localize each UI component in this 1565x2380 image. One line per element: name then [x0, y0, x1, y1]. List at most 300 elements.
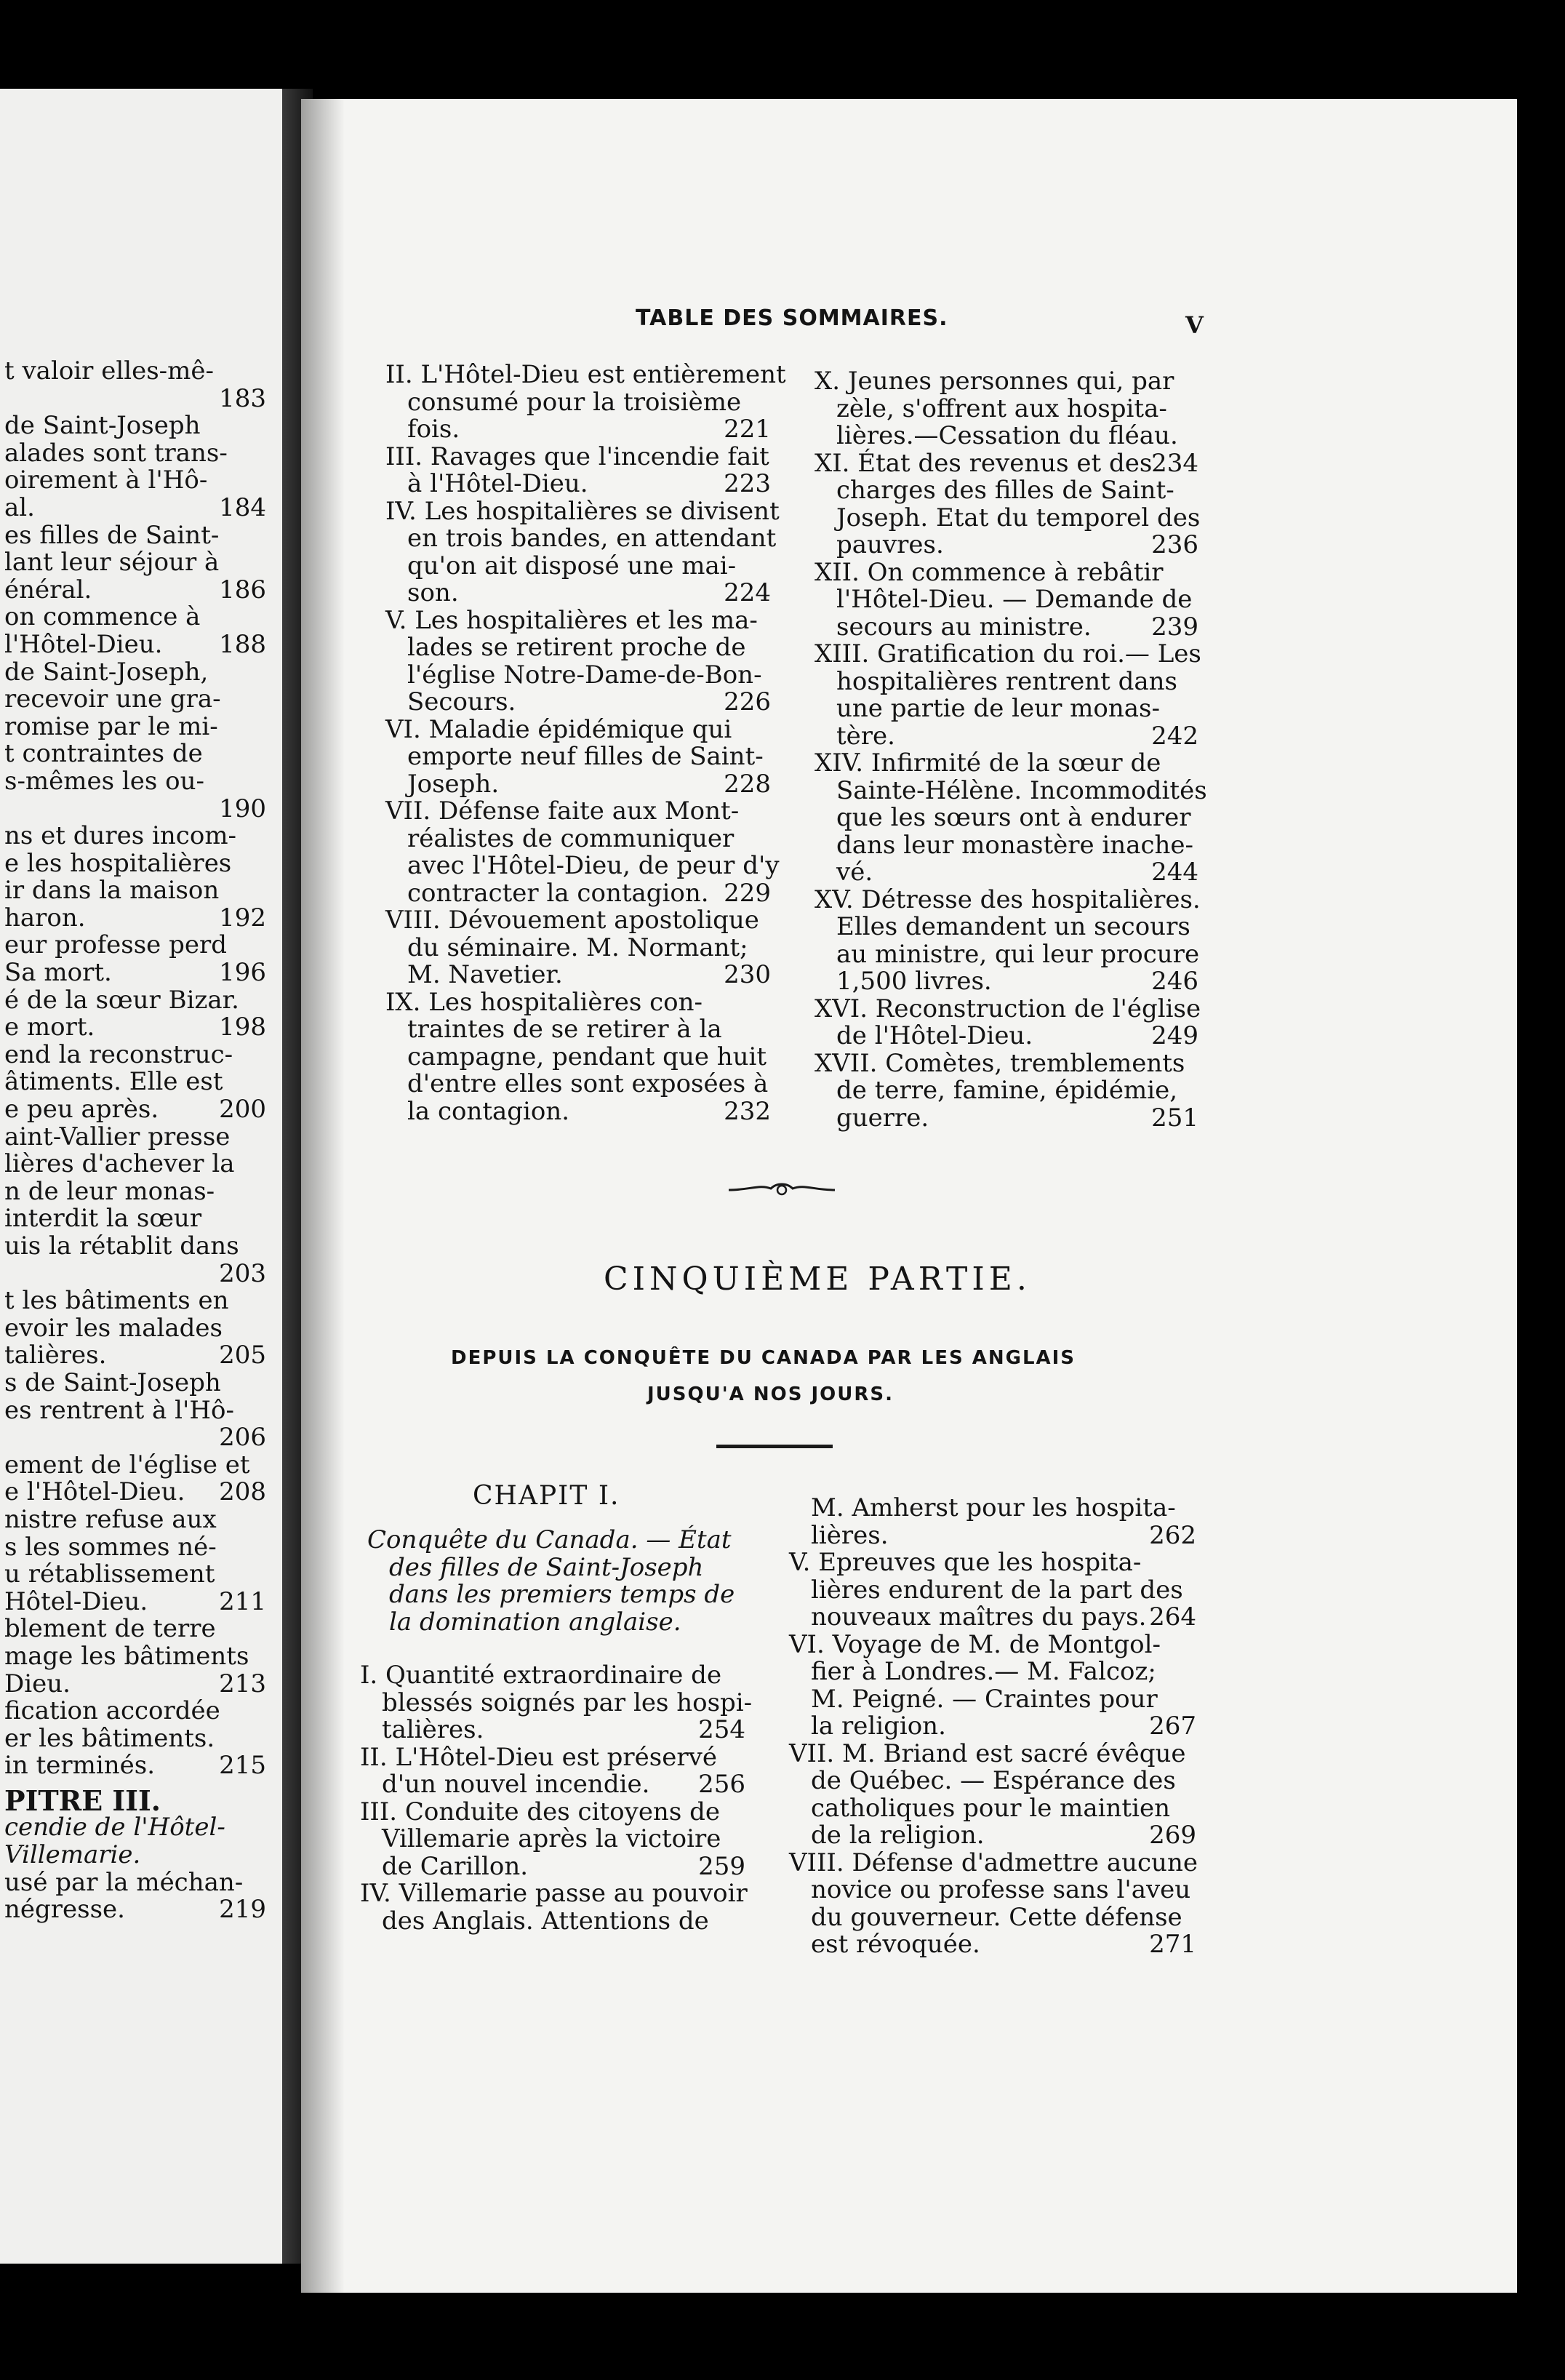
- left-page-line: [4, 1842, 266, 1869]
- left-page-ref: 184: [219, 492, 266, 522]
- toc-line: [814, 368, 1198, 396]
- left-page-line: [4, 1367, 266, 1397]
- toc-line-text: de l'Hôtel-Dieu.: [836, 1021, 1033, 1050]
- toc-line-text: la contagion.: [407, 1096, 570, 1126]
- toc-line: [385, 553, 771, 580]
- toc-line: [814, 884, 1201, 914]
- toc-line-text: talières.: [382, 1715, 484, 1744]
- left-page-line: [4, 383, 266, 413]
- left-page-line: [4, 604, 266, 631]
- toc-line-text: III. Ravages que l'incendie fait: [385, 442, 769, 471]
- toc-line-text: Villemarie après la victoire: [382, 1824, 721, 1853]
- left-page-line-text: de Saint-Joseph: [4, 411, 201, 441]
- left-page-ref: 196: [219, 958, 266, 988]
- left-page-line-text: ement de l'église et: [4, 1450, 250, 1479]
- toc-line: [360, 1717, 745, 1744]
- toc-line-text: guerre.: [836, 1103, 929, 1133]
- left-page-line-text: Villemarie.: [4, 1840, 141, 1870]
- toc-line-text: la religion.: [811, 1712, 946, 1741]
- left-page-line-text: l'Hôtel-Dieu.: [4, 629, 163, 659]
- left-page-line: [4, 1397, 266, 1425]
- toc-line: [814, 1050, 1198, 1078]
- toc-line-text: VI. Voyage de M. de Montgol-: [789, 1629, 1161, 1659]
- toc-line: [789, 1522, 1196, 1550]
- left-page-line: [4, 1096, 266, 1124]
- toc-line: [360, 1853, 745, 1881]
- chapter-summary-line: Conquête du Canada. — État: [367, 1525, 732, 1554]
- toc-line-text: avec l'Hôtel-Dieu, de peur d'y: [407, 851, 780, 880]
- toc-line: [385, 444, 771, 471]
- part-subtitle-1: DEPUIS LA CONQUÊTE DU CANADA PAR LES ANGLAIS: [451, 1347, 1076, 1369]
- page-ref: 234: [1151, 448, 1198, 478]
- left-page-line-text: cendie de l'Hôtel-: [4, 1813, 225, 1842]
- left-page-line: [4, 1869, 266, 1897]
- left-page-line: [4, 412, 266, 440]
- toc-line-text: emporte neuf filles de Saint-: [407, 742, 764, 771]
- page-ref: 228: [724, 769, 771, 799]
- toc-line-text: IV. Les hospitalières se divisent: [385, 496, 780, 526]
- left-page-line-text: eur professe perd: [4, 930, 227, 960]
- toc-line-text: V. Epreuves que les hospita-: [789, 1548, 1142, 1577]
- page-ref: 262: [1149, 1520, 1196, 1550]
- toc-line-text: XVI. Reconstruction de l'église: [814, 994, 1201, 1023]
- toc-line: [814, 586, 1198, 614]
- toc-line-text: l'Hôtel-Dieu. — Demande de: [836, 585, 1193, 614]
- chapter-summary-line: des filles de Saint-Joseph: [389, 1552, 704, 1582]
- toc-line: [814, 559, 1198, 587]
- left-page-line-text: Dieu.: [4, 1669, 71, 1698]
- left-page-line: [4, 959, 266, 987]
- left-page-line-text: nistre refuse aux: [4, 1504, 217, 1534]
- toc-line: [789, 1686, 1196, 1714]
- left-page-line: [4, 1452, 266, 1479]
- chapter-title: CHAPIT I.: [473, 1481, 620, 1511]
- toc-line-text: pauvres.: [836, 530, 944, 559]
- toc-line: [789, 1549, 1196, 1577]
- toc-line: [360, 1908, 745, 1936]
- toc-line: [385, 798, 771, 826]
- page-ref: 256: [698, 1770, 745, 1799]
- toc-line-text: de terre, famine, épidémie,: [836, 1076, 1178, 1105]
- page-ref: 244: [1151, 858, 1198, 887]
- toc-line-text: de la religion.: [811, 1821, 985, 1850]
- toc-line-text: que les sœurs ont à endurer: [836, 803, 1191, 832]
- toc-line-text: VII. Défense faite aux Mont-: [385, 796, 740, 826]
- left-page-line: [4, 1698, 266, 1725]
- left-page-line-text: s-mêmes les ou-: [4, 766, 205, 796]
- left-page-line: [4, 1233, 266, 1261]
- toc-line: [385, 416, 771, 444]
- toc-line: [814, 668, 1198, 696]
- toc-line: [789, 1577, 1196, 1605]
- left-page-line-text: négresse.: [4, 1895, 125, 1925]
- left-page-line-text: n de leur monas-: [4, 1176, 215, 1206]
- left-page-ref: 200: [219, 1095, 266, 1125]
- page-ref: 246: [1151, 967, 1198, 996]
- left-page-line-text: evoir les malades: [4, 1313, 223, 1343]
- page-ref: 224: [724, 578, 771, 607]
- toc-line: [385, 496, 780, 526]
- toc-line: [385, 823, 771, 853]
- toc-line: [814, 477, 1198, 505]
- toc-line: [385, 1016, 771, 1044]
- left-page-line: [4, 1643, 266, 1671]
- left-page-line-text: u rétablissement: [4, 1560, 215, 1589]
- toc-line: [360, 1799, 745, 1826]
- left-page-line-text: é de la sœur Bizar.: [4, 985, 239, 1015]
- left-page-line: [4, 1616, 266, 1643]
- left-page-line: [4, 1124, 266, 1151]
- toc-line-text: du séminaire. M. Normant;: [407, 933, 748, 962]
- toc-line: [789, 1738, 1196, 1768]
- toc-line: [789, 1904, 1196, 1932]
- toc-line-text: II. L'Hôtel-Dieu est entièrement: [385, 360, 786, 389]
- left-page-line: [4, 850, 266, 878]
- toc-line: [814, 941, 1198, 969]
- left-page-ref: 206: [219, 1423, 266, 1453]
- left-page-line-text: e mort.: [4, 1013, 95, 1042]
- toc-line: [789, 1822, 1196, 1850]
- toc-line: [385, 580, 771, 607]
- toc-line: [814, 968, 1198, 996]
- left-page-line: [4, 1258, 266, 1288]
- left-page-line: [4, 631, 266, 659]
- toc-line-text: Sainte-Hélène. Incommodités: [836, 775, 1207, 805]
- toc-line-text: de Québec. — Espérance des: [811, 1766, 1176, 1795]
- left-page-line-text: alades sont trans-: [4, 438, 228, 468]
- left-page-line-text: t les bâtiments en: [4, 1286, 229, 1316]
- toc-line: [789, 1931, 1196, 1959]
- toc-line: [814, 750, 1198, 778]
- left-page-line: [4, 577, 266, 604]
- toc-line: [814, 614, 1198, 642]
- page-ref: 259: [698, 1851, 745, 1881]
- left-page-line: [4, 659, 266, 687]
- left-page-line-text: Hôtel-Dieu.: [4, 1586, 148, 1616]
- toc-line-text: V. Les hospitalières et les ma-: [385, 605, 758, 635]
- left-page-line: [4, 1014, 266, 1042]
- toc-line: [814, 832, 1198, 860]
- left-page-line-text: romise par le mi-: [4, 711, 218, 741]
- page-ref: 223: [724, 469, 771, 498]
- toc-line: [814, 859, 1198, 887]
- toc-line: [789, 1713, 1196, 1741]
- left-page-line-text: es filles de Saint-: [4, 520, 220, 550]
- left-page-line-text: blement de terre: [4, 1614, 216, 1644]
- left-page-line: [4, 1534, 266, 1562]
- toc-line-text: novice ou professe sans l'aveu: [811, 1875, 1191, 1904]
- left-page-line-text: interdit la sœur: [4, 1204, 202, 1234]
- left-page-line: [4, 905, 266, 933]
- left-page-line: [4, 549, 266, 577]
- left-page-line: [4, 1178, 266, 1206]
- toc-line-text: d'entre elles sont exposées à: [407, 1069, 769, 1098]
- toc-line: [385, 1098, 771, 1126]
- toc-line: [814, 994, 1201, 1023]
- left-page-line-text: al.: [4, 492, 35, 522]
- toc-line: [385, 607, 771, 635]
- left-page-line-text: e les hospitalières: [4, 848, 232, 878]
- toc-line-text: M. Peigné. — Craintes pour: [811, 1684, 1158, 1714]
- toc-line: [814, 1023, 1198, 1050]
- toc-line-text: fier à Londres.— M. Falcoz;: [811, 1657, 1156, 1686]
- toc-line: [385, 360, 786, 389]
- toc-column-a: [385, 360, 786, 1126]
- left-page-ref: 213: [219, 1669, 266, 1698]
- page-ref: 232: [724, 1096, 771, 1126]
- toc-line-text: son.: [407, 578, 459, 607]
- left-page-line-text: haron.: [4, 903, 86, 933]
- toc-line-text: hospitalières rentrent dans: [836, 666, 1177, 696]
- chapter-summary-line: dans les premiers temps de: [389, 1580, 735, 1609]
- toc-line-text: dans leur monastère inache-: [836, 830, 1194, 860]
- left-page-line: [4, 1814, 266, 1842]
- left-page-line-text: énéral.: [4, 575, 92, 604]
- toc-line: [360, 1688, 753, 1717]
- left-page-line: [4, 686, 266, 714]
- toc-line: [814, 532, 1198, 559]
- left-page-line-text: es rentrent à l'Hô-: [4, 1395, 234, 1425]
- toc-line: [385, 989, 771, 1017]
- toc-line-text: lières.: [811, 1520, 889, 1550]
- page-ref: 271: [1149, 1930, 1196, 1959]
- toc-line: [789, 1877, 1196, 1904]
- left-page-line: [4, 1069, 266, 1096]
- toc-line-text: XII. On commence à rebâtir: [814, 557, 1164, 587]
- toc-line: [385, 880, 771, 908]
- chapter-summary: [367, 1527, 753, 1636]
- left-page-line: [4, 796, 266, 823]
- page-ref: 239: [1151, 612, 1198, 642]
- left-page-line: [4, 1784, 266, 1817]
- left-page-line: [4, 1205, 266, 1233]
- left-page-line-text: end la reconstruc-: [4, 1039, 233, 1069]
- left-page-line-text: de Saint-Joseph,: [4, 657, 209, 687]
- left-page-line: [4, 1039, 266, 1069]
- left-page-line-text: aint-Vallier presse: [4, 1122, 231, 1151]
- toc-line: [814, 914, 1198, 941]
- left-page-line: [4, 823, 266, 850]
- page-ref: 267: [1149, 1712, 1196, 1741]
- toc-column-b: [814, 367, 1207, 1133]
- toc-line-text: IX. Les hospitalières con-: [385, 987, 703, 1017]
- toc-line: [789, 1629, 1196, 1659]
- left-page-line-text: s de Saint-Joseph: [4, 1367, 221, 1397]
- left-page-line-text: t contraintes de: [4, 739, 203, 769]
- toc-line-text: à l'Hôtel-Dieu.: [407, 469, 588, 498]
- left-page-line: [4, 1561, 266, 1589]
- left-page-ref: 183: [219, 383, 266, 413]
- toc-line-text: lières.—Cessation du fléau.: [836, 421, 1178, 450]
- page-ref: 221: [724, 415, 771, 444]
- left-page-line-text: lant leur séjour à: [4, 548, 220, 578]
- page-number: V: [1185, 311, 1204, 339]
- toc-line-text: lières endurent de la part des: [811, 1575, 1183, 1605]
- toc-line: [385, 634, 771, 662]
- toc-line-text: l'église Notre-Dame-de-Bon-: [407, 660, 762, 690]
- toc-line-text: Elles demandent un secours: [836, 912, 1190, 941]
- toc-line: [789, 1768, 1196, 1795]
- toc-line: [789, 1495, 1196, 1522]
- part-rule: [716, 1445, 833, 1448]
- left-page-line-text: t valoir elles-mê-: [4, 356, 215, 386]
- toc-line-text: Joseph.: [407, 769, 500, 799]
- toc-line-text: XV. Détresse des hospitalières.: [814, 884, 1201, 914]
- left-page-line: [4, 932, 266, 959]
- left-page-line-text: fication accordée: [4, 1696, 220, 1726]
- left-page-ref: 188: [219, 629, 266, 659]
- toc-line-text: qu'on ait disposé une mai-: [407, 551, 737, 580]
- left-page-line: [4, 467, 266, 495]
- toc-line-text: Joseph. Etat du temporel des: [836, 503, 1201, 532]
- toc-line-text: VI. Maladie épidémique qui: [385, 714, 732, 744]
- left-page-line: [4, 740, 266, 768]
- toc-line-text: lades se retirent proche de: [407, 633, 746, 662]
- toc-line: [385, 935, 771, 962]
- page-ref: 229: [724, 878, 771, 908]
- toc-line-text: XVII. Comètes, tremblements: [814, 1048, 1185, 1078]
- toc-line-text: des Anglais. Attentions de: [382, 1906, 709, 1936]
- toc-line: [385, 471, 771, 498]
- left-page-line: [4, 522, 266, 550]
- toc-line-text: contracter la contagion.: [407, 878, 709, 908]
- left-page-line: [4, 440, 266, 468]
- toc-line: [385, 851, 780, 880]
- toc-line-text: M. Navetier.: [407, 960, 563, 989]
- toc-line-text: charges des filles de Saint-: [836, 476, 1174, 505]
- left-page-line: [4, 1287, 266, 1315]
- toc-line-text: VIII. Défense d'admettre aucune: [789, 1848, 1198, 1877]
- toc-line-text: traintes de se retirer à la: [407, 1015, 722, 1044]
- left-page-line-text: ir dans la maison: [4, 876, 220, 906]
- left-page-ref: 219: [219, 1895, 266, 1925]
- toc-line-text: du gouverneur. Cette défense: [811, 1902, 1182, 1932]
- toc-line-text: tère.: [836, 721, 895, 751]
- toc-line: [814, 639, 1201, 668]
- toc-line: [789, 1658, 1196, 1686]
- chapter-summary-line: la domination anglaise.: [389, 1607, 681, 1637]
- toc-column-c: [360, 1661, 753, 1936]
- toc-line: [814, 723, 1198, 751]
- page-ref: 269: [1149, 1821, 1196, 1850]
- toc-line: [814, 775, 1207, 805]
- toc-line: [385, 662, 771, 690]
- left-page-line-text: on commence à: [4, 602, 201, 632]
- toc-line-text: VII. M. Briand est sacré évêque: [789, 1738, 1186, 1768]
- toc-line-text: secours au ministre.: [836, 612, 1092, 642]
- left-page-ref: 215: [219, 1751, 266, 1781]
- toc-column-d: [789, 1495, 1196, 1959]
- left-page-ref: 203: [219, 1258, 266, 1288]
- left-page-line: [4, 1586, 266, 1616]
- left-page-line-text: uis la rétablit dans: [4, 1231, 239, 1261]
- toc-line-text: d'un nouvel incendie.: [382, 1770, 650, 1799]
- running-title: TABLE DES SOMMAIRES.: [636, 306, 948, 331]
- part-title: CINQUIÈME PARTIE.: [604, 1261, 1031, 1298]
- page-ref: 230: [724, 960, 771, 989]
- page-ref: 254: [698, 1715, 745, 1744]
- left-page-line-text: âtiments. Elle est: [4, 1067, 223, 1097]
- left-page-line: [4, 492, 266, 522]
- left-page-line-text: s les sommes né-: [4, 1532, 217, 1562]
- left-page-text: [4, 358, 266, 1924]
- left-page-line-text: recevoir une gra-: [4, 684, 221, 714]
- left-page-line-text: talières.: [4, 1341, 107, 1370]
- left-page-line: [4, 711, 266, 741]
- toc-line-text: II. L'Hôtel-Dieu est préservé: [360, 1742, 717, 1772]
- toc-line: [385, 743, 771, 771]
- toc-line: [385, 716, 771, 744]
- toc-line: [385, 1044, 771, 1071]
- left-page-line-text: usé par la méchan-: [4, 1867, 244, 1897]
- left-page-line: [4, 877, 266, 905]
- left-page-line: [4, 768, 266, 796]
- left-page-line-text: ns et dures incom-: [4, 821, 237, 851]
- toc-line: [360, 1826, 745, 1853]
- toc-line-text: vé.: [836, 858, 873, 887]
- toc-line-text: X. Jeunes personnes qui, par: [814, 367, 1174, 396]
- ornament-divider: [727, 1181, 836, 1199]
- toc-line: [814, 695, 1198, 723]
- toc-line-text: 1,500 livres.: [836, 967, 992, 996]
- toc-line: [385, 771, 771, 799]
- left-page-line-text: lières d'achever la: [4, 1149, 235, 1179]
- left-page-fragment: [0, 89, 282, 2264]
- left-page-line: [4, 1752, 266, 1780]
- left-page-line-text: e l'Hôtel-Dieu.: [4, 1477, 185, 1507]
- left-page-line-text: oirement à l'Hô-: [4, 466, 208, 495]
- left-page-line: [4, 358, 266, 386]
- toc-line: [360, 1771, 745, 1799]
- left-page-line-text: e peu après.: [4, 1095, 159, 1125]
- page-ref: 251: [1151, 1103, 1198, 1133]
- toc-line-text: de Carillon.: [382, 1851, 529, 1881]
- toc-line-text: XIII. Gratification du roi.— Les: [814, 639, 1201, 668]
- toc-line: [360, 1744, 745, 1772]
- left-page-line: [4, 1671, 266, 1698]
- toc-line-text: une partie de leur monas-: [836, 694, 1160, 723]
- part-subtitle-2: JUSQU'A NOS JOURS.: [647, 1383, 894, 1405]
- toc-line: [385, 524, 777, 553]
- toc-line-text: nouveaux maîtres du pays.: [811, 1602, 1147, 1632]
- toc-line: [789, 1604, 1196, 1632]
- toc-line: [385, 389, 771, 417]
- left-page-line: [4, 1479, 266, 1506]
- left-page-ref: 190: [219, 794, 266, 823]
- toc-line-text: réalistes de communiquer: [407, 823, 735, 853]
- toc-line: [814, 804, 1198, 832]
- left-page-line-text: PITRE III.: [4, 1784, 161, 1817]
- toc-line-text: M. Amherst pour les hospita-: [811, 1493, 1176, 1522]
- left-page-line: [4, 1725, 266, 1753]
- toc-line-text: est révoquée.: [811, 1930, 980, 1959]
- toc-line: [385, 689, 771, 716]
- left-page-line: [4, 1151, 266, 1178]
- page-ref: 242: [1151, 721, 1198, 751]
- left-page-ref: 211: [219, 1586, 266, 1616]
- left-page-line-text: in terminés.: [4, 1751, 156, 1781]
- toc-line-text: fois.: [407, 415, 460, 444]
- toc-line-text: catholiques pour le maintien: [811, 1793, 1170, 1823]
- toc-line-text: I. Quantité extraordinaire de: [360, 1661, 722, 1690]
- page-ref: 226: [724, 687, 771, 716]
- left-page-line: [4, 1342, 266, 1370]
- toc-line: [789, 1795, 1196, 1823]
- toc-line-text: VIII. Dévouement apostolique: [385, 906, 759, 935]
- toc-line-text: III. Conduite des citoyens de: [360, 1797, 720, 1826]
- page-ref: 249: [1151, 1021, 1198, 1050]
- toc-line-text: Secours.: [407, 687, 516, 716]
